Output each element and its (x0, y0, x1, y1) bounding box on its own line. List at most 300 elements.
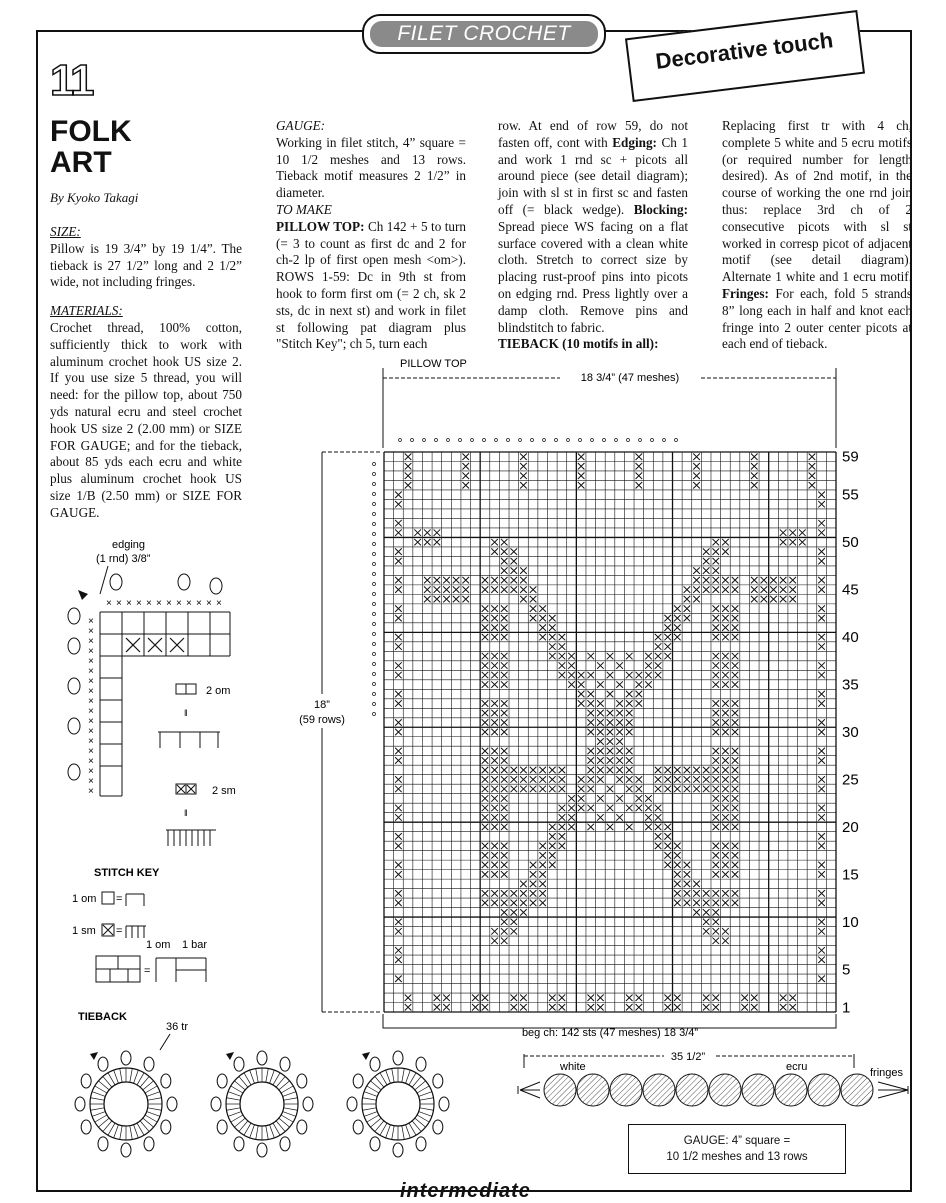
solid-mesh-mark (693, 454, 700, 460)
edging-text: Ch 1 and work 1 rnd sc + picots all around piece (see detail diagram); join with sl st in first sc and fasten off (= black wedge). (498, 134, 688, 217)
solid-mesh-mark (491, 719, 498, 725)
solid-mesh-mark (607, 757, 614, 763)
solid-mesh-mark (587, 805, 594, 811)
solid-mesh-mark (722, 890, 729, 896)
solid-mesh-mark (482, 995, 489, 1001)
solid-mesh-mark (818, 643, 825, 649)
svg-text:×: × (88, 776, 94, 787)
solid-mesh-mark (482, 786, 489, 792)
solid-mesh-mark (405, 482, 412, 488)
solid-mesh-mark (655, 843, 662, 849)
solid-mesh-mark (799, 529, 806, 535)
solid-mesh-mark (395, 928, 402, 934)
gauge-box (628, 1124, 846, 1174)
solid-mesh-mark (395, 586, 402, 592)
solid-mesh-mark (674, 615, 681, 621)
solid-mesh-mark (395, 520, 402, 526)
size-text: Pillow is 19 3/4” by 19 1/4”. The tieback is 27 1/2” long and 2 1/2” wide, not including fringes. (50, 240, 242, 290)
solid-mesh-mark (520, 454, 527, 460)
svg-text:×: × (116, 598, 122, 609)
solid-mesh-mark (520, 586, 527, 592)
solid-mesh-mark (626, 757, 633, 763)
solid-mesh-mark (732, 843, 739, 849)
solid-mesh-mark (520, 890, 527, 896)
solid-mesh-mark (636, 700, 643, 706)
materials-text: Crochet thread, 100% cotton, sufficiently thick to work with aluminum crochet hook US size 2. If you use size 5 thread, you will need: for the pillow top, about 750 yds natural ecru and steel crochet hook US size 2 (2.00 mm) or SIZE FOR GAUGE; and for the tieback, about 85 yds each ecru and white plus aluminum crochet hook US size 1/B (2.50 mm) or SIZE FOR GAUGE. (50, 319, 242, 520)
solid-mesh-mark (539, 852, 546, 858)
solid-mesh-mark (684, 881, 691, 887)
solid-mesh-mark (549, 634, 556, 640)
solid-mesh-mark (491, 539, 498, 545)
solid-mesh-mark (434, 586, 441, 592)
solid-mesh-mark (501, 909, 508, 915)
solid-mesh-mark (703, 928, 710, 934)
solid-mesh-mark (530, 786, 537, 792)
solid-mesh-mark (520, 472, 527, 478)
solid-mesh-mark (511, 995, 518, 1001)
solid-mesh-mark (424, 529, 431, 535)
solid-mesh-mark (405, 463, 412, 469)
solid-mesh-mark (491, 624, 498, 630)
solid-mesh-mark (789, 1004, 796, 1010)
solid-mesh-mark (741, 1004, 748, 1010)
svg-text:×: × (88, 656, 94, 667)
solid-mesh-mark (597, 776, 604, 782)
tieback-motifs-diagram (56, 1004, 496, 1194)
solid-mesh-mark (434, 539, 441, 545)
solid-mesh-mark (684, 871, 691, 877)
solid-mesh-mark (405, 454, 412, 460)
solid-mesh-mark (818, 776, 825, 782)
solid-mesh-mark (712, 786, 719, 792)
solid-mesh-mark (395, 634, 402, 640)
solid-mesh-mark (597, 700, 604, 706)
solid-mesh-mark (684, 586, 691, 592)
solid-mesh-mark (597, 719, 604, 725)
solid-mesh-mark (818, 900, 825, 906)
solid-mesh-mark (664, 824, 671, 830)
blocking-heading: Blocking: (633, 201, 688, 217)
row-label: 45 (842, 581, 859, 599)
solid-mesh-mark (520, 596, 527, 602)
solid-mesh-mark (664, 786, 671, 792)
solid-mesh-mark (626, 672, 633, 678)
solid-mesh-mark (616, 748, 623, 754)
title-line-2: ART (50, 146, 112, 179)
solid-mesh-mark (491, 577, 498, 583)
svg-text:×: × (88, 686, 94, 697)
solid-mesh-mark (491, 710, 498, 716)
solid-mesh-mark (395, 501, 402, 507)
solid-mesh-mark (674, 862, 681, 868)
gauge-line-2: 10 1/2 meshes and 13 rows (666, 1151, 808, 1163)
solid-mesh-mark (597, 729, 604, 735)
solid-mesh-mark (587, 653, 594, 659)
size-heading: SIZE: (50, 224, 81, 239)
svg-text:×: × (186, 598, 192, 609)
solid-mesh-mark (530, 615, 537, 621)
row-label: 59 (842, 448, 859, 466)
solid-mesh-mark (626, 700, 633, 706)
solid-mesh-mark (539, 871, 546, 877)
solid-mesh-mark (712, 558, 719, 564)
solid-mesh-mark (501, 719, 508, 725)
solid-mesh-mark (549, 995, 556, 1001)
solid-mesh-mark (664, 767, 671, 773)
svg-text:×: × (88, 746, 94, 757)
solid-mesh-mark (414, 529, 421, 535)
solid-mesh-mark (645, 662, 652, 668)
solid-mesh-mark (395, 890, 402, 896)
solid-mesh-mark (597, 995, 604, 1001)
solid-mesh-mark (578, 672, 585, 678)
solid-mesh-mark (482, 767, 489, 773)
om-symbol (158, 684, 230, 748)
solid-mesh-mark (559, 786, 566, 792)
solid-mesh-mark (539, 634, 546, 640)
solid-mesh-mark (674, 995, 681, 1001)
solid-mesh-mark (655, 776, 662, 782)
solid-mesh-mark (578, 681, 585, 687)
solid-mesh-mark (491, 767, 498, 773)
solid-mesh-mark (587, 995, 594, 1001)
solid-mesh-mark (597, 748, 604, 754)
solid-mesh-mark (520, 881, 527, 887)
solid-mesh-mark (732, 719, 739, 725)
solid-mesh-mark (712, 1004, 719, 1010)
solid-mesh-mark (818, 862, 825, 868)
solid-mesh-mark (732, 776, 739, 782)
solid-mesh-mark (587, 776, 594, 782)
solid-mesh-mark (732, 605, 739, 611)
solid-mesh-mark (597, 681, 604, 687)
solid-mesh-mark (395, 976, 402, 982)
solid-mesh-mark (395, 833, 402, 839)
solid-mesh-mark (770, 586, 777, 592)
solid-mesh-mark (703, 586, 710, 592)
solid-mesh-mark (395, 862, 402, 868)
solid-mesh-mark (626, 995, 633, 1001)
solid-mesh-mark (616, 719, 623, 725)
solid-mesh-mark (549, 852, 556, 858)
solid-mesh-mark (520, 482, 527, 488)
solid-mesh-mark (732, 890, 739, 896)
solid-mesh-mark (578, 786, 585, 792)
solid-mesh-mark (693, 577, 700, 583)
solid-mesh-mark (501, 795, 508, 801)
solid-mesh-mark (636, 463, 643, 469)
svg-text:×: × (88, 756, 94, 767)
row-label: 20 (842, 818, 859, 836)
solid-mesh-mark (712, 928, 719, 934)
solid-mesh-mark (722, 624, 729, 630)
solid-mesh-mark (491, 672, 498, 678)
solid-mesh-mark (539, 615, 546, 621)
solid-mesh-mark (501, 681, 508, 687)
row-labels (842, 449, 859, 1017)
stitch-key-heading: STITCH KEY (94, 867, 160, 879)
solid-mesh-mark (722, 729, 729, 735)
solid-mesh-mark (722, 681, 729, 687)
solid-mesh-mark (818, 928, 825, 934)
solid-mesh-mark (722, 938, 729, 944)
tieback-overview (516, 1044, 912, 1114)
solid-mesh-mark (703, 995, 710, 1001)
solid-mesh-mark (636, 786, 643, 792)
solid-mesh-mark (703, 548, 710, 554)
solid-mesh-mark (722, 748, 729, 754)
solid-mesh-mark (607, 729, 614, 735)
solid-mesh-mark (395, 719, 402, 725)
solid-mesh-mark (559, 1004, 566, 1010)
solid-mesh-mark (395, 757, 402, 763)
solid-mesh-mark (482, 890, 489, 896)
solid-mesh-mark (732, 681, 739, 687)
solid-mesh-mark (674, 843, 681, 849)
solid-mesh-mark (818, 672, 825, 678)
solid-mesh-mark (626, 653, 633, 659)
solid-mesh-mark (568, 681, 575, 687)
solid-mesh-mark (780, 586, 787, 592)
solid-mesh-mark (587, 710, 594, 716)
tag-text: Decorative touch (654, 27, 835, 74)
solid-mesh-mark (693, 567, 700, 573)
solid-mesh-mark (732, 672, 739, 678)
row-label: 15 (842, 866, 859, 884)
pattern-number: 11 (50, 56, 93, 105)
gauge-line-1: GAUGE: 4” square = (683, 1135, 791, 1147)
solid-mesh-mark (549, 862, 556, 868)
solid-mesh-mark (712, 776, 719, 782)
solid-mesh-mark (568, 662, 575, 668)
solid-mesh-mark (636, 995, 643, 1001)
solid-mesh-mark (549, 624, 556, 630)
solid-mesh-mark (722, 672, 729, 678)
solid-mesh-mark (395, 776, 402, 782)
solid-mesh-mark (674, 624, 681, 630)
solid-mesh-mark (549, 643, 556, 649)
svg-text:×: × (88, 716, 94, 727)
solid-mesh-mark (712, 662, 719, 668)
solid-mesh-mark (501, 900, 508, 906)
solid-mesh-mark (732, 824, 739, 830)
left-fringe-icon (518, 1082, 540, 1098)
solid-mesh-mark (655, 814, 662, 820)
section-title: FILET CROCHET (370, 21, 598, 47)
solid-mesh-mark (693, 900, 700, 906)
solid-mesh-mark (501, 824, 508, 830)
solid-mesh-mark (491, 795, 498, 801)
solid-mesh-mark (530, 871, 537, 877)
solid-mesh-mark (482, 615, 489, 621)
tieback-motif (775, 1074, 807, 1106)
row-label: 55 (842, 486, 859, 504)
solid-mesh-mark (818, 548, 825, 554)
svg-text:×: × (196, 598, 202, 609)
solid-mesh-mark (770, 596, 777, 602)
solid-mesh-mark (482, 710, 489, 716)
solid-mesh-mark (741, 995, 748, 1001)
solid-mesh-mark (607, 767, 614, 773)
solid-mesh-mark (501, 890, 508, 896)
solid-mesh-mark (645, 653, 652, 659)
solid-mesh-mark (712, 729, 719, 735)
solid-mesh-mark (722, 852, 729, 858)
solid-mesh-mark (818, 833, 825, 839)
solid-mesh-mark (818, 491, 825, 497)
solid-mesh-mark (501, 814, 508, 820)
svg-text:=: = (116, 893, 123, 905)
solid-mesh-mark (597, 757, 604, 763)
solid-mesh-mark (501, 871, 508, 877)
solid-mesh-mark (539, 900, 546, 906)
solid-mesh-mark (559, 653, 566, 659)
solid-mesh-mark (491, 615, 498, 621)
solid-mesh-mark (693, 776, 700, 782)
solid-mesh-mark (520, 1004, 527, 1010)
solid-mesh-mark (712, 634, 719, 640)
solid-mesh-mark (722, 653, 729, 659)
solid-mesh-mark (482, 900, 489, 906)
solid-mesh-mark (674, 871, 681, 877)
solid-mesh-mark (482, 862, 489, 868)
solid-mesh-mark (703, 786, 710, 792)
solid-mesh-mark (559, 824, 566, 830)
solid-mesh-mark (712, 539, 719, 545)
solid-mesh-mark (712, 824, 719, 830)
solid-mesh-mark (559, 662, 566, 668)
solid-mesh-mark (722, 824, 729, 830)
solid-mesh-mark (491, 862, 498, 868)
solid-mesh-mark (674, 881, 681, 887)
solid-mesh-mark (501, 558, 508, 564)
solid-mesh-mark (482, 748, 489, 754)
solid-mesh-mark (578, 472, 585, 478)
solid-mesh-mark (693, 586, 700, 592)
solid-mesh-mark (703, 567, 710, 573)
tieback-motif-row (544, 1074, 873, 1106)
solid-mesh-mark (818, 719, 825, 725)
solid-mesh-mark (395, 947, 402, 953)
solid-mesh-mark (818, 605, 825, 611)
solid-mesh-mark (693, 767, 700, 773)
solid-mesh-mark (597, 795, 604, 801)
solid-mesh-mark (732, 615, 739, 621)
solid-mesh-mark (684, 615, 691, 621)
key-sm-label: 1 sm (72, 925, 96, 937)
edging-label-2: (1 rnd) 3/8” (96, 553, 151, 565)
solid-mesh-mark (684, 596, 691, 602)
svg-text:×: × (88, 616, 94, 627)
solid-mesh-mark (818, 529, 825, 535)
solid-mesh-mark (780, 596, 787, 602)
solid-mesh-mark (462, 454, 469, 460)
solid-mesh-mark (501, 539, 508, 545)
solid-mesh-mark (645, 681, 652, 687)
solid-mesh-mark (664, 634, 671, 640)
solid-mesh-mark (616, 700, 623, 706)
tieback-motif (676, 1074, 708, 1106)
solid-mesh-mark (732, 662, 739, 668)
row-label: 5 (842, 961, 851, 979)
solid-mesh-mark (549, 843, 556, 849)
solid-mesh-mark (732, 757, 739, 763)
key-om-label: 1 om (72, 893, 97, 905)
solid-mesh-mark (511, 767, 518, 773)
solid-mesh-mark (616, 662, 623, 668)
solid-mesh-mark (693, 472, 700, 478)
svg-text:×: × (126, 598, 132, 609)
solid-mesh-mark (482, 776, 489, 782)
solid-mesh-mark (655, 672, 662, 678)
solid-mesh-mark (511, 919, 518, 925)
svg-text:×: × (156, 598, 162, 609)
solid-mesh-mark (818, 501, 825, 507)
solid-mesh-mark (559, 672, 566, 678)
solid-mesh-mark (587, 700, 594, 706)
tieback-motif (709, 1074, 741, 1106)
solid-mesh-mark (549, 615, 556, 621)
solid-mesh-mark (462, 463, 469, 469)
solid-mesh-mark (482, 672, 489, 678)
solid-mesh-mark (712, 605, 719, 611)
solid-mesh-mark (655, 805, 662, 811)
svg-text:×: × (88, 726, 94, 737)
solid-mesh-mark (559, 833, 566, 839)
solid-mesh-mark (722, 805, 729, 811)
solid-mesh-mark (789, 586, 796, 592)
solid-mesh-mark (636, 482, 643, 488)
solid-mesh-mark (453, 586, 460, 592)
solid-mesh-mark (636, 1004, 643, 1010)
row-label: 10 (842, 913, 859, 931)
solid-mesh-mark (722, 719, 729, 725)
solid-mesh-mark (491, 786, 498, 792)
solid-mesh-mark (501, 567, 508, 573)
solid-mesh-mark (587, 719, 594, 725)
solid-mesh-mark (732, 710, 739, 716)
solid-mesh-mark (761, 586, 768, 592)
solid-mesh-mark (818, 957, 825, 963)
svg-text:×: × (88, 736, 94, 747)
solid-mesh-mark (434, 995, 441, 1001)
svg-text:×: × (88, 696, 94, 707)
solid-mesh-mark (722, 900, 729, 906)
solid-mesh-mark (684, 767, 691, 773)
blocking-text: Spread piece WS facing on a flat surface covered with a clean white cloth. Stretch to correct size by placing rust-proof pins into picots on edging rnd. Press lightly over a damp cloth. Remove pins and blindstitch to fabric. (498, 218, 688, 335)
solid-mesh-mark (482, 824, 489, 830)
solid-mesh-mark (491, 757, 498, 763)
solid-mesh-mark (395, 700, 402, 706)
solid-mesh-mark (664, 843, 671, 849)
solid-mesh-mark (703, 890, 710, 896)
solid-mesh-mark (578, 463, 585, 469)
solid-mesh-mark (578, 795, 585, 801)
column-gauge-make (276, 118, 466, 353)
solid-mesh-mark (674, 605, 681, 611)
solid-mesh-mark (712, 653, 719, 659)
solid-mesh-mark (712, 700, 719, 706)
solid-mesh-mark (597, 710, 604, 716)
solid-mesh-mark (501, 710, 508, 716)
solid-mesh-mark (712, 938, 719, 944)
solid-mesh-mark (539, 890, 546, 896)
solid-mesh-mark (789, 596, 796, 602)
solid-mesh-mark (693, 909, 700, 915)
solid-mesh-mark (395, 805, 402, 811)
solid-mesh-mark (818, 805, 825, 811)
solid-mesh-mark (818, 558, 825, 564)
